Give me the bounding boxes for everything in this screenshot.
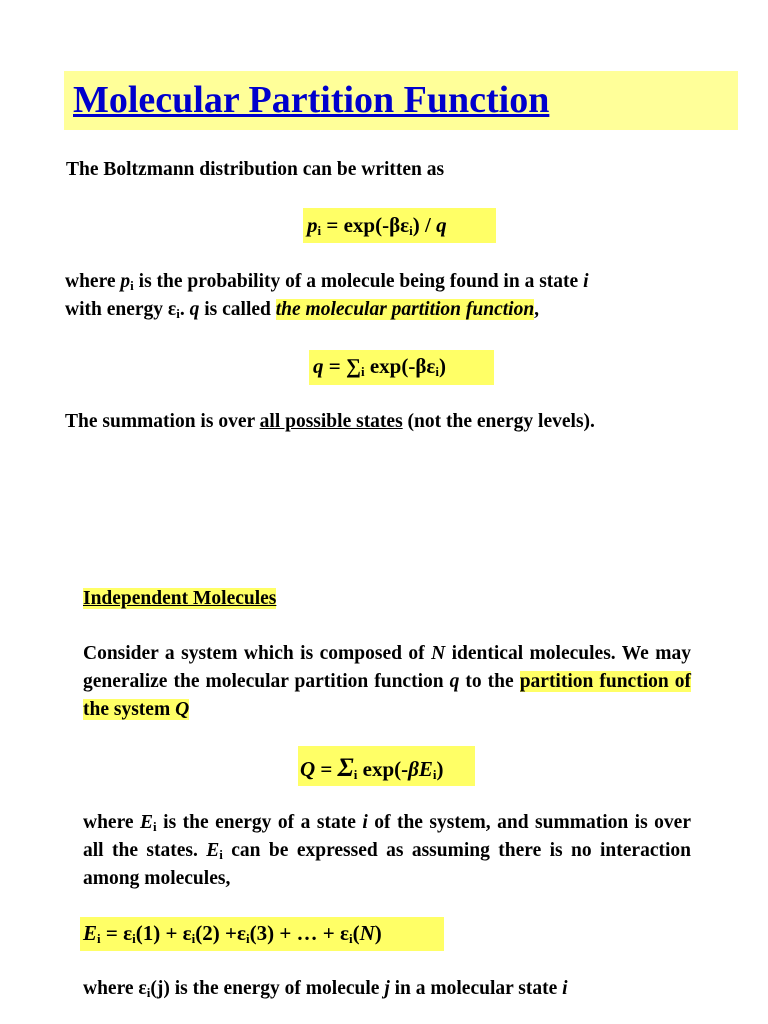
equation-1: $p_i = \exp(-\beta\varepsilon_i) / q$: [307, 213, 447, 238]
page-title: Molecular Partition Function: [73, 79, 550, 121]
highlighted-term: the molecular partition function: [275, 299, 535, 320]
paragraph-5: where $\varepsilon_i(j)$ is the energy of molecule j in a molecular state i: [83, 978, 568, 1000]
paragraph-3: Consider a system which is composed of N identical molecules. We may generalize the molecular partition function q to the partition function of the system Q: [83, 643, 692, 720]
paragraph-2: The summation is over all possible states (not the energy levels).: [65, 411, 595, 432]
paragraph-1: where $p_i$ is the probability of a molecule being found in a state i with energy $\varepsilon_i$. q is called the molecular partition function,: [65, 271, 589, 321]
equation-4: $E_i = \varepsilon_i(1) + \varepsilon_i(2) +\varepsilon_i(3)$ + … + $\varepsilon_i(N)$: [83, 921, 382, 946]
intro-text: The Boltzmann distribution can be written as: [66, 159, 445, 180]
paragraph-4: where $E_i$ is the energy of a state i of the system, and summation is over all the states. $E_i$ can be expressed as assuming there is no interaction among molecules,: [83, 812, 691, 889]
section-title: Independent Molecules: [83, 588, 277, 609]
equation-2: $q = \sum_i$ $\exp(-\beta\varepsilon_i)$: [313, 354, 446, 379]
highlighted-phrase: partition function of the system Q: [83, 671, 691, 720]
equation-3: $Q = \Sigma_i$ $\exp(-\beta E_i)$: [300, 753, 444, 782]
